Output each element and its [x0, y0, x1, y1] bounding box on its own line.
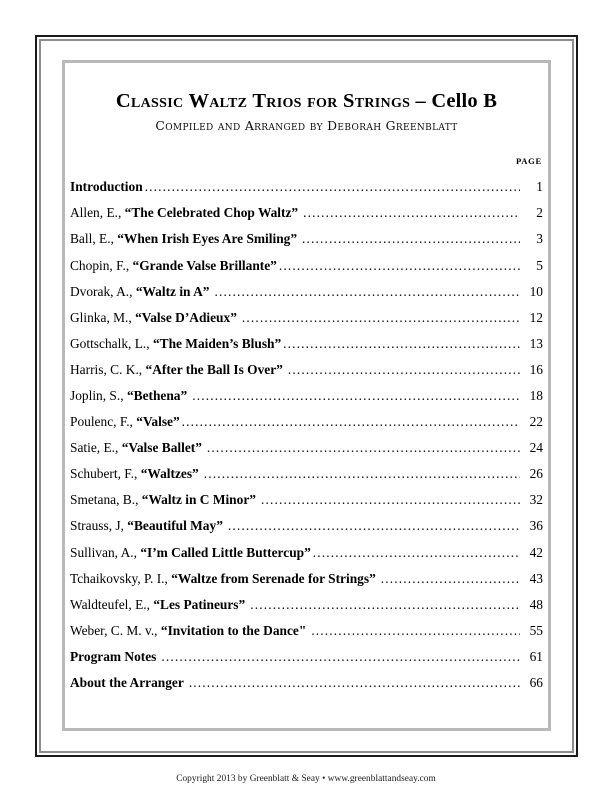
toc-dot-leader	[261, 493, 520, 508]
toc-entry-page-number: 55	[529, 622, 543, 638]
toc-entry-text	[70, 285, 209, 300]
toc-entry-author: Tchaikovsky, P. I.,	[70, 570, 172, 586]
toc-entry-text	[70, 259, 277, 274]
page-column-header: PAGE	[515, 155, 542, 166]
toc-entry[interactable]	[70, 196, 543, 222]
toc-dot-leader	[311, 624, 520, 639]
toc-dot-leader	[303, 206, 520, 221]
toc-entry-title: “Valse Ballet”	[121, 440, 202, 456]
toc-entry[interactable]	[70, 457, 543, 483]
toc-entry[interactable]	[70, 404, 543, 430]
toc-dot-leader	[228, 519, 520, 534]
toc-entry-title: “Waltzes”	[140, 466, 199, 482]
toc-entry[interactable]	[70, 561, 543, 587]
toc-entry-title: “The Celebrated Chop Waltz”	[124, 205, 299, 221]
toc-entry[interactable]	[70, 352, 543, 378]
toc-dot-leader	[279, 259, 520, 274]
toc-dot-leader	[313, 546, 520, 561]
toc-entry-text	[70, 337, 281, 352]
toc-entry-title: “Les Patineurs”	[153, 596, 246, 612]
toc-entry[interactable]	[70, 274, 543, 300]
page-column-header-row	[70, 151, 543, 169]
toc-entry-text	[70, 180, 143, 195]
toc-entry-text	[70, 311, 237, 326]
toc-entry-page-number: 42	[529, 544, 543, 560]
title-block	[70, 68, 543, 133]
toc-entry-title: “Waltz in A”	[135, 283, 210, 299]
toc-entry-title: “Valse”	[136, 414, 180, 430]
toc-entry-text	[70, 206, 298, 221]
toc-entry-author: Joplin, S.,	[70, 387, 127, 403]
toc-entry-author: Satie, E.,	[70, 440, 122, 456]
toc-entry-page-number: 24	[529, 440, 543, 456]
toc-entry-title: “Bethena”	[126, 387, 188, 403]
toc-entry-text	[70, 546, 311, 561]
toc-entry-author: Glinka, M.,	[70, 309, 136, 325]
toc-entry-title: “Beautiful May”	[127, 518, 223, 534]
toc-entry-page-number: 18	[529, 387, 543, 403]
toc-entry-title: “The Maiden’s Blush”	[152, 335, 282, 351]
page-content	[70, 68, 543, 723]
toc-entry-title: “Valse D’Adieux”	[135, 309, 237, 325]
toc-entry-page-number: 48	[529, 596, 543, 612]
toc-entry-author: Sullivan, A.,	[70, 544, 141, 560]
toc-entry-author: Chopin, F.,	[70, 257, 133, 273]
toc-dot-leader	[302, 232, 520, 247]
toc-entry-author: Harris, C. K.,	[70, 361, 146, 377]
toc-entry[interactable]	[70, 170, 543, 196]
toc-entry-page-number: 32	[529, 492, 543, 508]
toc-dot-leader	[145, 180, 520, 195]
toc-dot-leader	[182, 415, 520, 430]
title-main-text: Classic Waltz Trios for Strings	[115, 90, 411, 112]
toc-entry-text	[70, 676, 184, 691]
toc-dot-leader	[192, 389, 520, 404]
toc-entry-title: Program Notes	[70, 648, 157, 664]
toc-entry-title: “Grande Valse Brillante”	[132, 257, 277, 273]
toc-entry[interactable]	[70, 587, 543, 613]
toc-entry-title: “Invitation to the Dance"	[160, 622, 307, 638]
toc-entry-page-number: 5	[536, 257, 543, 273]
toc-entry-text	[70, 650, 156, 665]
toc-entry-text	[70, 389, 187, 404]
toc-entry-text	[70, 415, 180, 430]
toc-entry-title: “After the Ball Is Over”	[145, 361, 283, 377]
toc-entry-author: Dvorak, A.,	[70, 283, 136, 299]
toc-entry-page-number: 66	[529, 675, 543, 691]
toc-entry-title: “When Irish Eyes Are Smiling”	[117, 231, 298, 247]
toc-dot-leader	[250, 598, 520, 613]
toc-entry-text	[70, 493, 256, 508]
toc-entry-page-number: 43	[529, 570, 543, 586]
toc-entry[interactable]	[70, 509, 543, 535]
toc-entry[interactable]	[70, 613, 543, 639]
toc-dot-leader	[189, 676, 520, 691]
toc-entry-text	[70, 519, 223, 534]
toc-entry-page-number: 61	[529, 648, 543, 664]
toc-dot-leader	[288, 363, 520, 378]
toc-entry[interactable]	[70, 535, 543, 561]
toc-entry-page-number: 12	[529, 309, 543, 325]
toc-entry-author: Weber, C. M. v.,	[70, 622, 161, 638]
toc-entry-text	[70, 598, 245, 613]
toc-entry-author: Gottschalk, L.,	[70, 335, 153, 351]
toc-entry-text	[70, 232, 297, 247]
toc-entry-page-number: 1	[536, 179, 543, 195]
toc-entry-text	[70, 624, 306, 639]
toc-entry-page-number: 2	[536, 205, 543, 221]
toc-entry-title: “Waltz in C Minor”	[141, 492, 256, 508]
toc-entry-title: “I’m Called Little Buttercup”	[140, 544, 311, 560]
toc-entry[interactable]	[70, 378, 543, 404]
toc-entry[interactable]	[70, 639, 543, 665]
toc-entry-text	[70, 467, 199, 482]
page-subtitle: Compiled and Arranged by Deborah Greenblatt	[155, 117, 458, 133]
toc-entry-text	[70, 363, 283, 378]
toc-dot-leader	[242, 311, 520, 326]
toc-entry-title: About the Arranger	[70, 675, 184, 691]
toc-entry-page-number: 13	[529, 335, 543, 351]
footer	[0, 774, 612, 784]
toc-entry-page-number: 3	[536, 231, 543, 247]
toc-entry-title: “Waltze from Serenade for Strings”	[171, 570, 376, 586]
toc-entry[interactable]	[70, 248, 543, 274]
toc-entry-author: Smetana, B.,	[70, 492, 142, 508]
toc-entry-author: Waldteufel, E.,	[70, 596, 154, 612]
toc-dot-leader	[161, 650, 520, 665]
toc-entry[interactable]	[70, 300, 543, 326]
toc-entry[interactable]	[70, 326, 543, 352]
toc-entry-page-number: 10	[529, 283, 543, 299]
toc-dot-leader	[381, 572, 520, 587]
toc-entry-author: Schubert, F.,	[70, 466, 141, 482]
table-of-contents	[70, 170, 543, 692]
toc-dot-leader	[204, 467, 520, 482]
toc-entry-title: Introduction	[70, 179, 143, 195]
toc-entry[interactable]	[70, 430, 543, 456]
toc-dot-leader	[283, 337, 520, 352]
toc-entry-page-number: 16	[529, 361, 543, 377]
toc-entry-author: Ball, E.,	[70, 231, 118, 247]
toc-entry-author: Allen, E.,	[70, 205, 125, 221]
toc-entry[interactable]	[70, 665, 543, 691]
toc-dot-leader	[214, 285, 520, 300]
page-title	[70, 90, 543, 113]
toc-entry[interactable]	[70, 222, 543, 248]
toc-entry-text	[70, 572, 376, 587]
toc-entry-page-number: 36	[529, 518, 543, 534]
toc-entry-page-number: 26	[529, 466, 543, 482]
toc-entry-author: Poulenc, F.,	[70, 414, 137, 430]
toc-entry[interactable]	[70, 483, 543, 509]
copyright-text: Copyright 2013 by Greenblatt & Seay • www.greenblattandseay.com	[176, 774, 436, 784]
title-part-suffix: – Cello B	[410, 90, 498, 112]
toc-dot-leader	[207, 441, 520, 456]
toc-entry-author: Strauss, J,	[70, 518, 128, 534]
toc-entry-text	[70, 441, 202, 456]
toc-entry-page-number: 22	[529, 414, 543, 430]
